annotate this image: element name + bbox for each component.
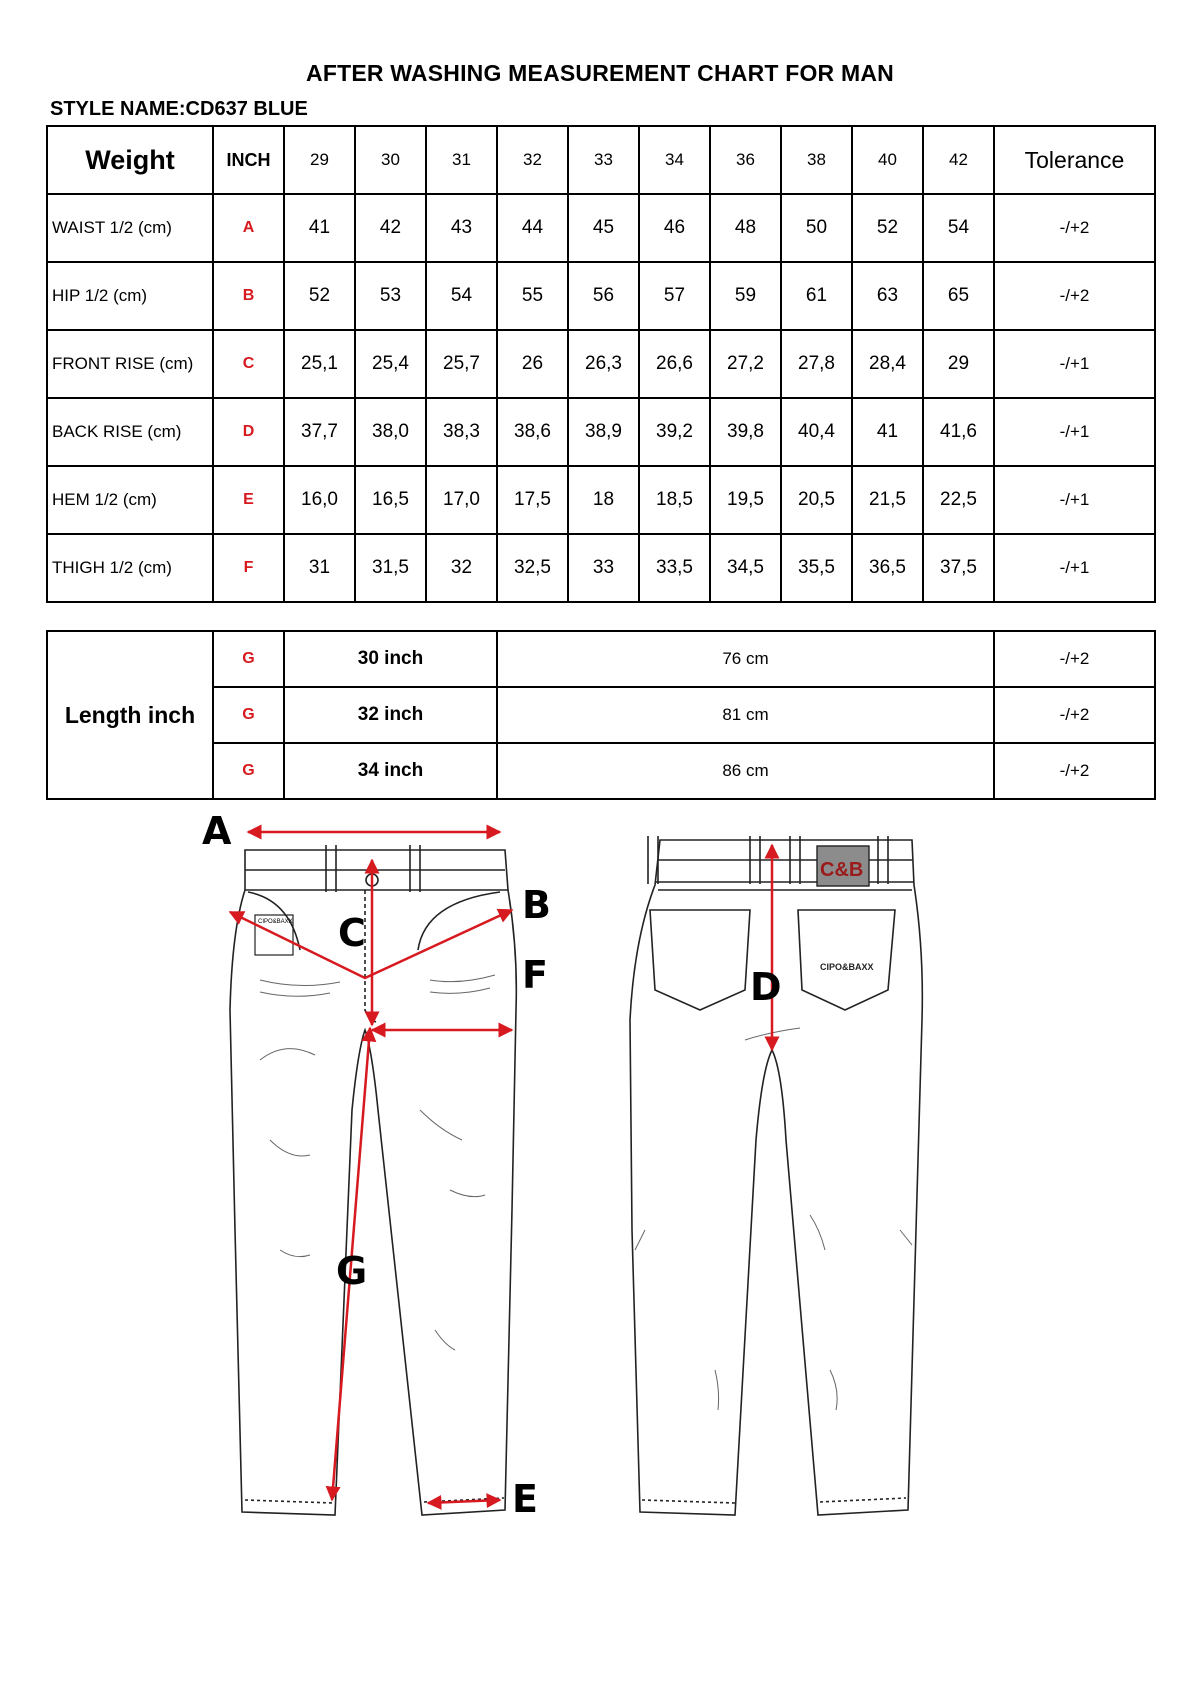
table-row — [47, 262, 1155, 330]
size-header: 36 — [710, 126, 781, 194]
measure-value: 27,2 — [710, 330, 781, 398]
marker-c: C — [338, 911, 366, 955]
tolerance-header: Tolerance — [994, 126, 1155, 194]
table-row — [47, 330, 1155, 398]
size-header: 29 — [284, 126, 355, 194]
measure-value: 43 — [426, 194, 497, 262]
size-header: 30 — [355, 126, 426, 194]
measure-value: 34,5 — [710, 534, 781, 602]
measure-value: 26,3 — [568, 330, 639, 398]
size-header: 34 — [639, 126, 710, 194]
measure-code: F — [213, 534, 284, 602]
front-fly — [365, 890, 376, 1022]
back-pocket-label: CIPO&BAXX — [820, 962, 874, 972]
measure-value: 54 — [426, 262, 497, 330]
measure-code: G — [213, 687, 284, 743]
tolerance-value: -/+1 — [994, 466, 1155, 534]
back-wrinkles — [635, 1028, 912, 1410]
row-label: THIGH 1/2 (cm) — [47, 534, 213, 602]
measure-value: 57 — [639, 262, 710, 330]
front-waistband — [245, 870, 508, 890]
table-row — [47, 631, 1155, 687]
measure-value: 41,6 — [923, 398, 994, 466]
measure-value: 18 — [568, 466, 639, 534]
length-label: Length inch — [47, 631, 213, 799]
measure-value: 61 — [781, 262, 852, 330]
measure-value: 56 — [568, 262, 639, 330]
tolerance-value: -/+1 — [994, 330, 1155, 398]
measure-value: 39,2 — [639, 398, 710, 466]
length-cm: 76 cm — [497, 631, 994, 687]
measure-value: 16,0 — [284, 466, 355, 534]
tolerance-value: -/+1 — [994, 398, 1155, 466]
measure-value: 19,5 — [710, 466, 781, 534]
measure-value: 63 — [852, 262, 923, 330]
size-header: 33 — [568, 126, 639, 194]
marker-d: D — [750, 965, 782, 1009]
measure-value: 38,0 — [355, 398, 426, 466]
size-header: 42 — [923, 126, 994, 194]
measure-code: D — [213, 398, 284, 466]
measure-code: E — [213, 466, 284, 534]
measure-code: A — [213, 194, 284, 262]
measure-value: 26,6 — [639, 330, 710, 398]
size-header-row — [47, 126, 1155, 194]
row-label: HEM 1/2 (cm) — [47, 466, 213, 534]
measure-value: 65 — [923, 262, 994, 330]
measure-value: 55 — [497, 262, 568, 330]
size-header: 38 — [781, 126, 852, 194]
measure-value: 27,8 — [781, 330, 852, 398]
measure-value: 31 — [284, 534, 355, 602]
measure-code: G — [213, 631, 284, 687]
tolerance-value: -/+2 — [994, 262, 1155, 330]
length-inch: 30 inch — [284, 631, 497, 687]
measure-value: 42 — [355, 194, 426, 262]
back-pocket-right — [798, 910, 895, 1010]
measure-value: 44 — [497, 194, 568, 262]
size-header: 31 — [426, 126, 497, 194]
measure-value: 38,3 — [426, 398, 497, 466]
measure-value: 28,4 — [852, 330, 923, 398]
weight-header: Weight — [47, 126, 213, 194]
jeans-diagram — [200, 810, 1030, 1530]
table-row — [47, 534, 1155, 602]
row-label: FRONT RISE (cm) — [47, 330, 213, 398]
measure-value: 18,5 — [639, 466, 710, 534]
inch-header: INCH — [213, 126, 284, 194]
measure-value: 52 — [284, 262, 355, 330]
measure-value: 26 — [497, 330, 568, 398]
length-inch: 32 inch — [284, 687, 497, 743]
measure-value: 17,0 — [426, 466, 497, 534]
measure-value: 40,4 — [781, 398, 852, 466]
table-row — [47, 466, 1155, 534]
measure-value: 39,8 — [710, 398, 781, 466]
measure-code: G — [213, 743, 284, 799]
length-inch: 34 inch — [284, 743, 497, 799]
back-jeans-view — [630, 836, 922, 1515]
measure-value: 50 — [781, 194, 852, 262]
measure-value: 45 — [568, 194, 639, 262]
table-row — [47, 743, 1155, 799]
tolerance-value: -/+1 — [994, 534, 1155, 602]
measure-value: 36,5 — [852, 534, 923, 602]
back-pocket-left — [650, 910, 750, 1010]
measure-value: 54 — [923, 194, 994, 262]
measure-value: 32 — [426, 534, 497, 602]
length-cm: 86 cm — [497, 743, 994, 799]
measure-value: 25,7 — [426, 330, 497, 398]
chart-title: AFTER WASHING MEASUREMENT CHART FOR MAN — [306, 60, 894, 86]
measure-value: 17,5 — [497, 466, 568, 534]
size-measurement-table — [46, 125, 1156, 603]
table-row — [47, 194, 1155, 262]
measure-value: 38,6 — [497, 398, 568, 466]
style-name: STYLE NAME:CD637 BLUE — [50, 98, 308, 120]
measure-code: C — [213, 330, 284, 398]
measure-value: 46 — [639, 194, 710, 262]
measure-value: 25,4 — [355, 330, 426, 398]
marker-b: B — [522, 883, 551, 927]
measure-value: 25,1 — [284, 330, 355, 398]
row-label: WAIST 1/2 (cm) — [47, 194, 213, 262]
row-label: HIP 1/2 (cm) — [47, 262, 213, 330]
marker-e: E — [512, 1477, 538, 1521]
measure-value: 53 — [355, 262, 426, 330]
measure-value: 48 — [710, 194, 781, 262]
measure-value: 31,5 — [355, 534, 426, 602]
length-table — [46, 630, 1156, 800]
measure-value: 41 — [284, 194, 355, 262]
marker-f: F — [522, 953, 548, 997]
measure-value: 38,9 — [568, 398, 639, 466]
measure-value: 59 — [710, 262, 781, 330]
size-header: 40 — [852, 126, 923, 194]
measure-value: 21,5 — [852, 466, 923, 534]
marker-a: A — [202, 810, 232, 853]
measure-value: 37,5 — [923, 534, 994, 602]
back-patch-label: C&B — [820, 859, 864, 881]
row-label: BACK RISE (cm) — [47, 398, 213, 466]
measure-code: B — [213, 262, 284, 330]
hem-measure-line — [428, 1500, 500, 1503]
measure-value: 29 — [923, 330, 994, 398]
measure-value: 20,5 — [781, 466, 852, 534]
measure-value: 37,7 — [284, 398, 355, 466]
measure-value: 22,5 — [923, 466, 994, 534]
size-header: 32 — [497, 126, 568, 194]
tolerance-value: -/+2 — [994, 743, 1155, 799]
tolerance-value: -/+2 — [994, 687, 1155, 743]
marker-g: G — [336, 1249, 368, 1293]
back-waistband — [656, 860, 914, 882]
length-cm: 81 cm — [497, 687, 994, 743]
back-hem-stitch — [642, 1498, 906, 1503]
tolerance-value: -/+2 — [994, 631, 1155, 687]
tolerance-value: -/+2 — [994, 194, 1155, 262]
measure-value: 16,5 — [355, 466, 426, 534]
measure-value: 32,5 — [497, 534, 568, 602]
measure-value: 33,5 — [639, 534, 710, 602]
measure-value: 41 — [852, 398, 923, 466]
measure-value: 52 — [852, 194, 923, 262]
table-row — [47, 398, 1155, 466]
back-jeans-outline — [630, 840, 922, 1515]
table-row — [47, 687, 1155, 743]
measure-value: 35,5 — [781, 534, 852, 602]
front-pocket-label: CIPO&BAXX — [258, 919, 293, 925]
measure-value: 33 — [568, 534, 639, 602]
front-measure-lines — [230, 832, 512, 1503]
